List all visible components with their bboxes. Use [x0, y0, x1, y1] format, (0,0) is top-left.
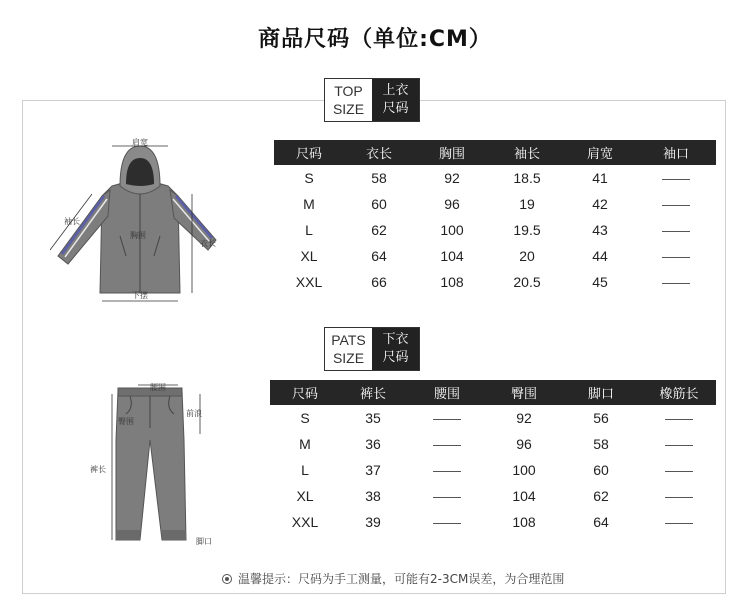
- badge-en-2: SIZE: [332, 350, 365, 366]
- header-cuff: 袖口: [636, 140, 716, 165]
- table-row: [274, 191, 716, 217]
- header-hip: 臀围: [488, 380, 560, 405]
- cell: 62: [593, 488, 609, 504]
- badge-cn-2: 尺码: [382, 101, 409, 116]
- pants-label-length: 裤长: [90, 465, 106, 474]
- table-row: [274, 217, 716, 243]
- cell: 37: [365, 462, 381, 478]
- table-row: [270, 457, 716, 483]
- cell-dash: [642, 509, 716, 535]
- header-size: 尺码: [274, 140, 344, 165]
- cell-dash: [642, 405, 716, 431]
- badge-cn-1: 下衣: [382, 332, 409, 347]
- cell-dash: [406, 483, 488, 509]
- top-size-table: [274, 140, 716, 295]
- cell: 56: [593, 410, 609, 426]
- badge-en-1: PATS: [331, 332, 366, 348]
- cell: 104: [512, 488, 536, 504]
- badge-cn-2: 尺码: [382, 350, 409, 365]
- cell: 92: [444, 170, 460, 186]
- jacket-label-hem: 下摆: [132, 291, 148, 300]
- page-title: 商品尺码（单位:CM）: [258, 27, 492, 52]
- header-waist: 腰围: [406, 380, 488, 405]
- cell: 41: [592, 170, 608, 186]
- table-row: [274, 243, 716, 269]
- cell-size: M: [299, 436, 311, 452]
- cell: 35: [365, 410, 381, 426]
- cell: 20.5: [513, 274, 541, 290]
- cell: 108: [440, 274, 464, 290]
- cell-size: XL: [296, 488, 314, 504]
- top-size-badge: [324, 78, 420, 122]
- cell: 100: [512, 462, 536, 478]
- cell-size: M: [303, 196, 315, 212]
- pants-label-hem: 脚口: [196, 537, 212, 546]
- cell-size: XL: [300, 248, 318, 264]
- cell: 58: [371, 170, 387, 186]
- bullet-icon: [222, 574, 232, 584]
- cell: 38: [365, 488, 381, 504]
- table-row: [274, 165, 716, 191]
- header-size: 尺码: [270, 380, 340, 405]
- cell: 96: [444, 196, 460, 212]
- cell: 19.5: [513, 222, 541, 238]
- badge-cn-1: 上衣: [382, 83, 409, 98]
- cell-size: S: [304, 170, 314, 186]
- cell: 42: [592, 196, 608, 212]
- cell: 92: [516, 410, 532, 426]
- header-length: 衣长: [344, 140, 414, 165]
- cell: 100: [440, 222, 464, 238]
- cell: 64: [371, 248, 387, 264]
- cell: 64: [593, 514, 609, 530]
- cell-dash: [636, 269, 716, 295]
- jacket-label-sleeve: 袖长: [64, 217, 80, 226]
- cell-dash: [642, 457, 716, 483]
- badge-en-1: TOP: [334, 83, 363, 99]
- cell: 43: [592, 222, 608, 238]
- badge-en-2: SIZE: [332, 101, 365, 117]
- cell-dash: [406, 509, 488, 535]
- cell: 20: [519, 248, 535, 264]
- cell: 39: [365, 514, 381, 530]
- cell: 104: [440, 248, 464, 264]
- cell: 19: [519, 196, 535, 212]
- table-row: [270, 483, 716, 509]
- pants-label-rise: 前浪: [186, 409, 202, 418]
- cell-dash: [636, 243, 716, 269]
- cell: 62: [371, 222, 387, 238]
- cell-size: XXL: [295, 274, 323, 290]
- jacket-illustration: [40, 138, 240, 308]
- pants-label-hip: 臀围: [118, 417, 134, 426]
- cell: 18.5: [513, 170, 541, 186]
- pants-size-table: [270, 380, 716, 535]
- cell-dash: [636, 191, 716, 217]
- cell: 108: [512, 514, 536, 530]
- cell-size: XXL: [291, 514, 319, 530]
- cell-size: L: [305, 222, 313, 238]
- pants-size-badge: [324, 327, 420, 371]
- header-chest: 胸围: [414, 140, 490, 165]
- table-row: [270, 405, 716, 431]
- cell: 45: [592, 274, 608, 290]
- cell-size: S: [300, 410, 310, 426]
- jacket-label-length: 衣长: [200, 239, 216, 248]
- cell: 60: [371, 196, 387, 212]
- cell: 96: [516, 436, 532, 452]
- cell: 60: [593, 462, 609, 478]
- cell: 44: [592, 248, 608, 264]
- header-pants-length: 裤长: [340, 380, 406, 405]
- measurement-note: [222, 570, 564, 587]
- cell: 36: [365, 436, 381, 452]
- cell-dash: [406, 457, 488, 483]
- cell-dash: [636, 165, 716, 191]
- table-row: [274, 269, 716, 295]
- cell-dash: [642, 483, 716, 509]
- jacket-label-chest: 胸围: [130, 231, 146, 240]
- cell-dash: [406, 431, 488, 457]
- cell-dash: [642, 431, 716, 457]
- table-row: [270, 509, 716, 535]
- cell-dash: [636, 217, 716, 243]
- table-header-row: [270, 380, 716, 405]
- header-leg-opening: 脚口: [560, 380, 642, 405]
- table-header-row: [274, 140, 716, 165]
- pants-label-waist: 腰围: [150, 383, 166, 392]
- header-elastic-length: 橡筋长: [642, 380, 716, 405]
- pants-illustration: [90, 380, 240, 555]
- cell-dash: [406, 405, 488, 431]
- header-shoulder: 肩宽: [564, 140, 636, 165]
- cell: 58: [593, 436, 609, 452]
- table-row: [270, 431, 716, 457]
- header-sleeve: 袖长: [490, 140, 564, 165]
- note-text: 温馨提示：尺码为手工测量，可能有2-3CM误差，为合理范围: [238, 572, 565, 586]
- jacket-label-shoulder: 肩宽: [132, 138, 148, 147]
- cell: 66: [371, 274, 387, 290]
- cell-size: L: [301, 462, 309, 478]
